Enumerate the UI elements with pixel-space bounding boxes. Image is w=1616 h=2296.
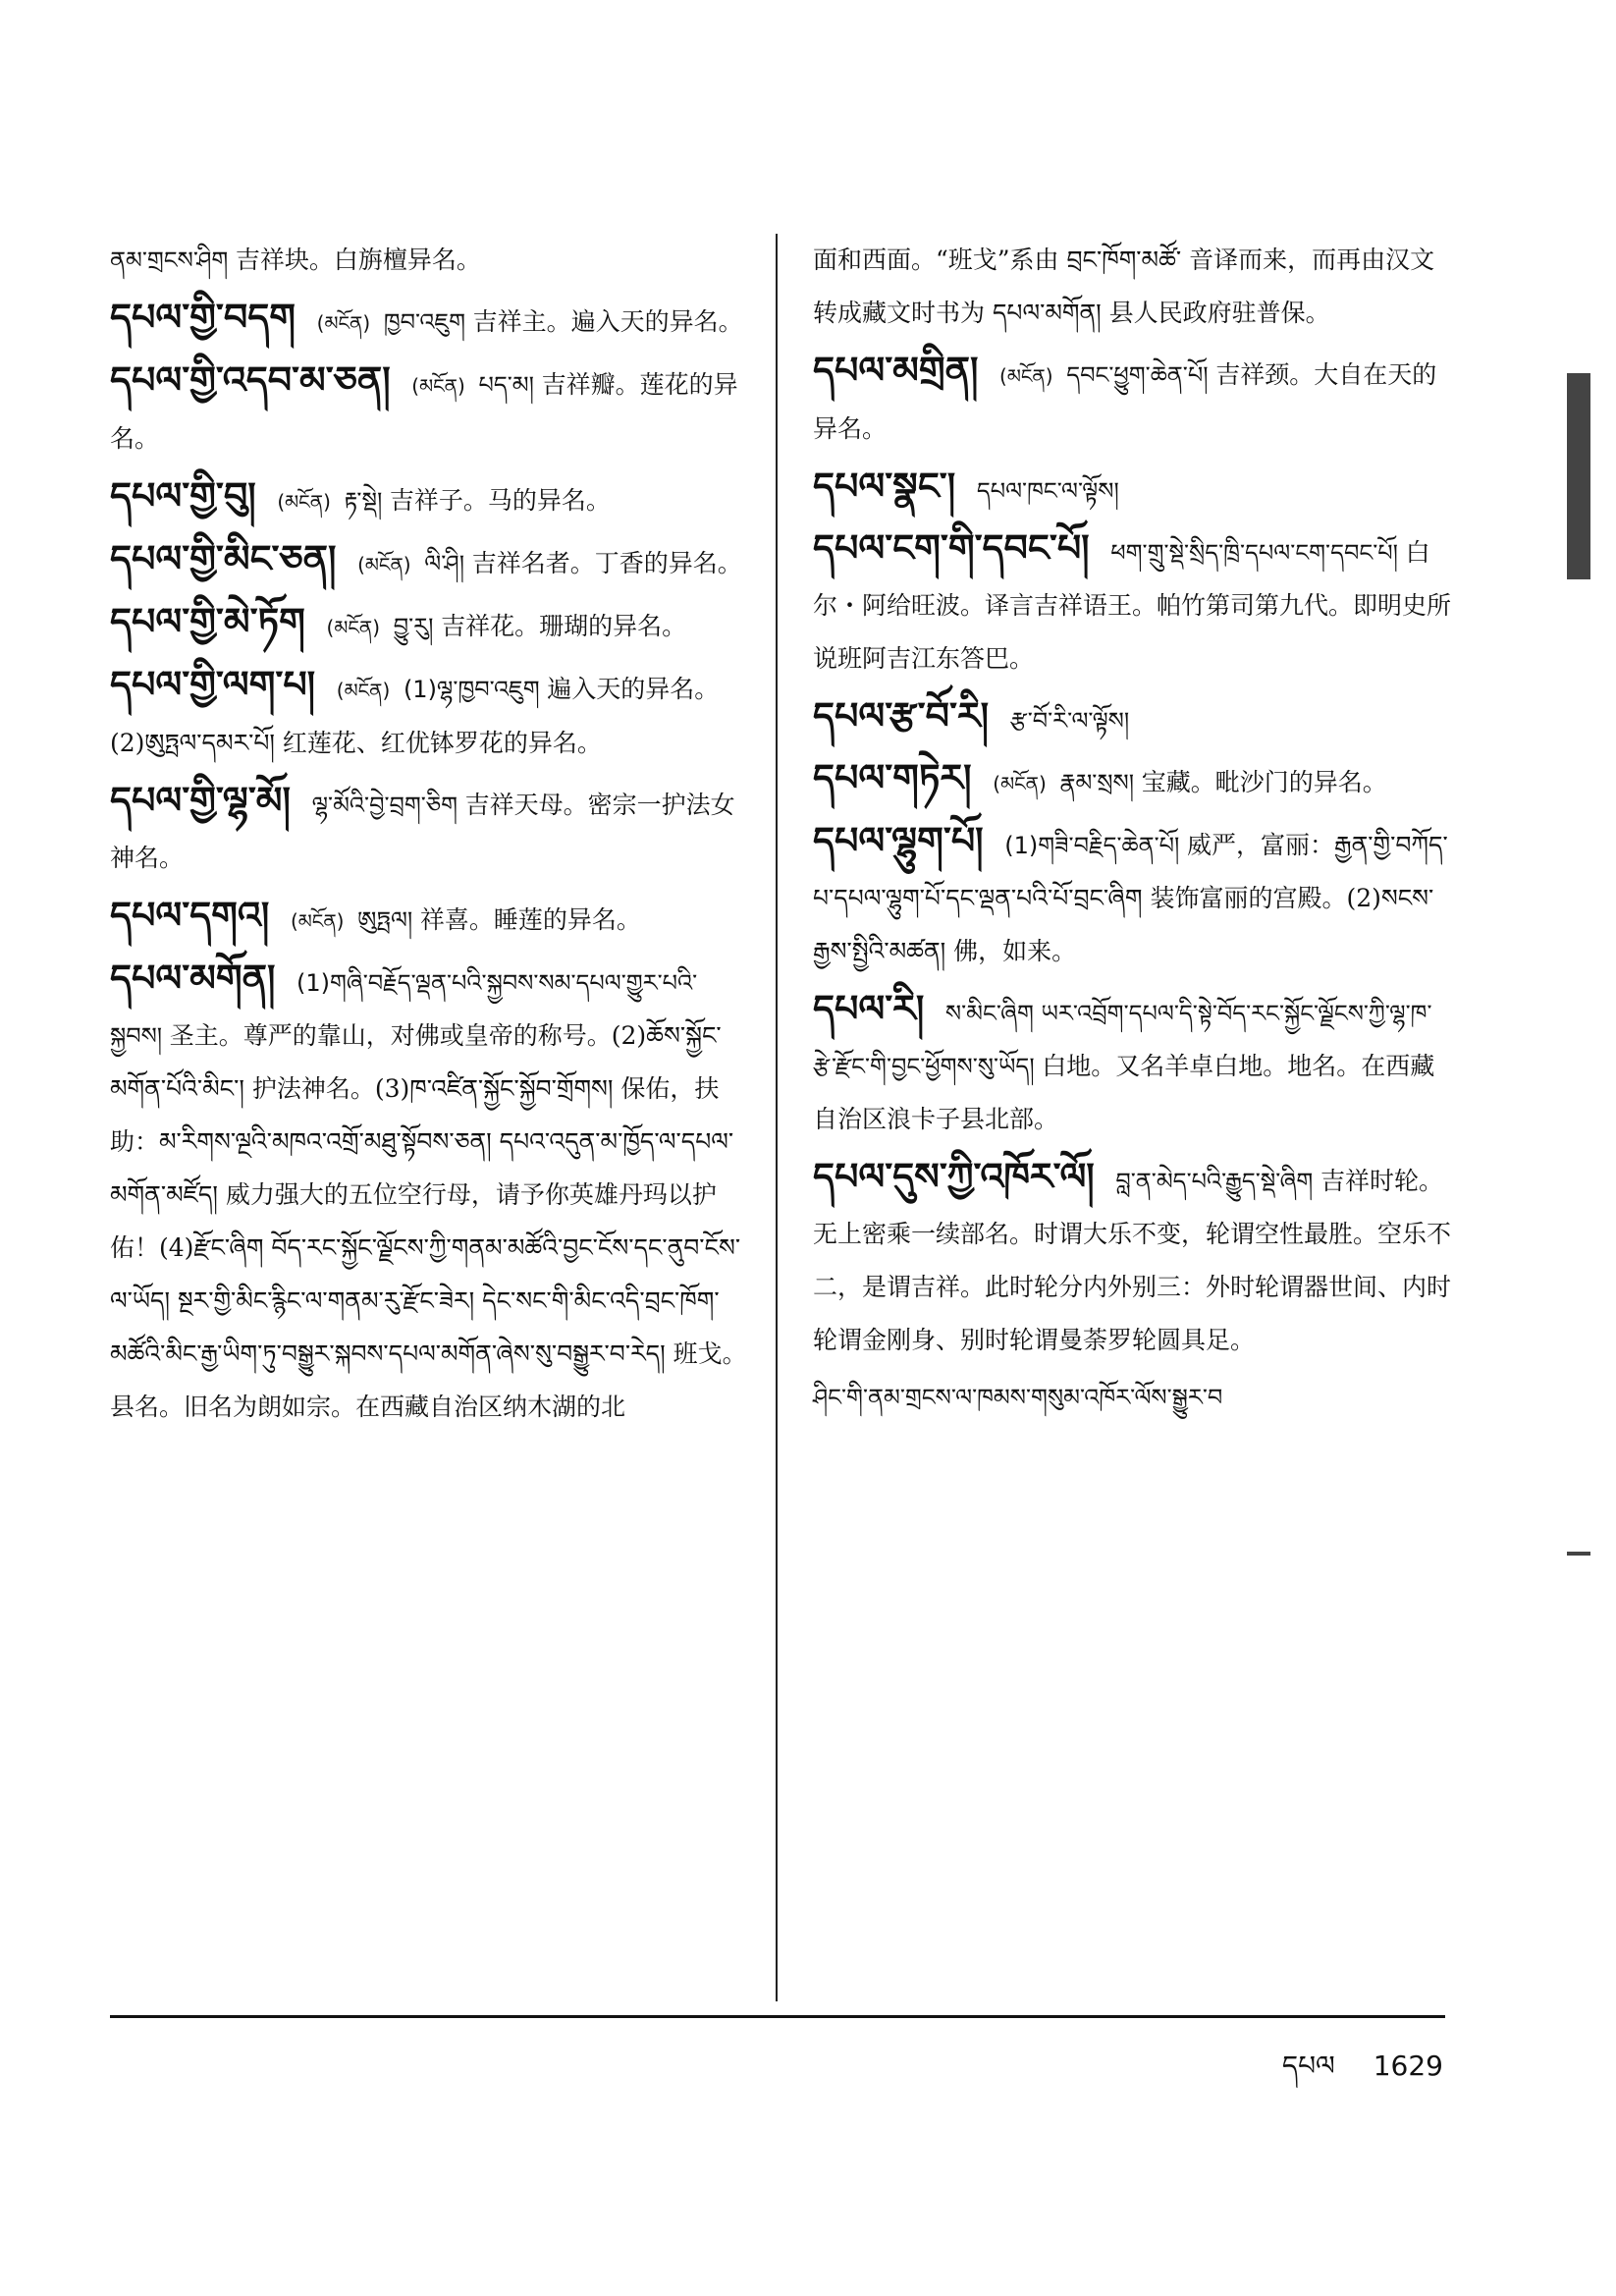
entry xyxy=(813,344,1451,456)
footer-headword: དཔལ xyxy=(1281,2050,1335,2082)
entry-tibetan: ལི་ཤི། xyxy=(424,550,465,577)
entry xyxy=(110,291,748,350)
entry-chinese: 吉祥花。珊瑚的异名。 xyxy=(441,612,687,640)
page-number: 1629 xyxy=(1373,2050,1443,2082)
entry-chinese: 吉祥名者。丁香的异名。 xyxy=(471,549,742,577)
entry-chinese: 吉祥块。白旃檀异名。 xyxy=(235,246,481,274)
entry-tag: (མངོན) xyxy=(993,772,1047,795)
entry xyxy=(110,354,748,465)
entry-tag: (མངོན) xyxy=(336,679,391,702)
entry xyxy=(813,751,1451,810)
entry-chinese: 吉祥子。马的异名。 xyxy=(389,486,611,515)
entry-headword: དཔལ་གྱི་མིང་ཅན། xyxy=(110,537,337,580)
entry xyxy=(813,1150,1451,1367)
entry-tibetan: (1)གཟི་བརྗིད་ཆེན་པོ། xyxy=(1004,832,1180,859)
entry xyxy=(110,952,748,1434)
entry-tibetan: ཤིང་གི་ནམ་གྲངས་ལ་ཁམས་གསུམ་འཁོར་ལོས་སྒྱུར་བ xyxy=(813,1384,1223,1411)
entry xyxy=(813,982,1451,1146)
entry-chinese: 吉祥天母。密宗一护法女神名。 xyxy=(110,791,735,872)
entry xyxy=(110,774,748,885)
entry xyxy=(110,889,748,948)
entry xyxy=(813,521,1451,685)
entry-tibetan: ཨུཏྤལ། xyxy=(357,906,413,934)
entry-headword: དཔལ་གྱི་བུ། xyxy=(110,474,256,518)
margin-bar xyxy=(1567,373,1590,579)
scan-margin-marks xyxy=(1567,59,1596,2219)
left-column xyxy=(110,234,748,1438)
entry-chinese: 遍入天的异名。(2)ཨུཏྤལ་དམར་པོ། 红莲花、红优钵罗花的异名。 xyxy=(110,675,720,757)
entry-tibetan: ཁྱབ་འཇུག xyxy=(383,308,465,336)
entry-headword: དཔལ་གྱི་ལྷ་མོ། xyxy=(110,779,291,822)
entry-tibetan: རྟ་སྡེ། xyxy=(344,487,383,515)
entry-headword: དཔལ་ལྷུག་པོ། xyxy=(813,819,984,862)
entry-tibetan: ལྷ་མོའི་བྱེ་བྲག་ཅིག xyxy=(311,792,458,819)
entry-headword: དཔལ་མགོན། xyxy=(110,957,276,1000)
footer-rule xyxy=(110,2015,1445,2018)
entry-headword: དཔལ་གྱི་འདབ་མ་ཅན། xyxy=(110,358,391,402)
entry-tibetan: ས་མིང་ཞིག ཡར་འབྲོག་དཔལ་དི་སྟེ་བོད་རང་སྐྱོང་ལྗོངས་ཀྱི་ལྷ་ཁ་རྩེ་རྫོང་གི་བྱང་ཕྱོགས་སུ་ཡོད། xyxy=(813,1000,1432,1080)
entry-headword: དཔལ་མགྲིན། xyxy=(813,349,979,392)
entry-headword: དཔལ་དུས་ཀྱི་འཁོར་ལོ། xyxy=(813,1155,1095,1198)
entry-headword: དཔལ་གྱི་བདག xyxy=(110,296,296,339)
entry-chinese: 祥喜。睡莲的异名。 xyxy=(419,905,641,934)
entry-tibetan: རྩ་བོ་རི་ལ་ལྟོས། xyxy=(1009,707,1130,735)
entry-tibetan: བྱུ་རུ། xyxy=(393,613,434,640)
entry-headword: དཔལ་གྱི་ལག་པ། xyxy=(110,663,316,706)
entry-tibetan: ནམ་གྲངས་ཤིག xyxy=(110,246,229,274)
entry-tag: (མངོན) xyxy=(277,490,331,514)
entry-tibetan: དབང་ཕྱུག་ཆེན་པོ། xyxy=(1066,361,1209,389)
entry-tibetan: བླ་ན་མེད་པའི་རྒྱུད་སྡེ་ཞིག xyxy=(1115,1168,1314,1195)
entry xyxy=(110,658,748,770)
entry xyxy=(813,234,1451,340)
right-column xyxy=(813,234,1451,1428)
entry-tag: (མངོན) xyxy=(290,909,345,933)
entry-tag: (མངོན) xyxy=(999,364,1053,388)
entry-tag: (མངོན) xyxy=(326,616,381,639)
entry-headword: དཔལ་དགའ། xyxy=(110,894,270,937)
entry xyxy=(110,234,748,287)
entry-tag: (མངོན) xyxy=(411,374,465,398)
entry xyxy=(813,689,1451,747)
entry-tag: (མངོན) xyxy=(316,311,371,335)
entry-headword: དཔལ་གཏེར། xyxy=(813,756,972,799)
entry xyxy=(813,460,1451,518)
entry-chinese: 宝藏。毗沙门的异名。 xyxy=(1141,768,1387,796)
entry-chinese: 白尔・阿给旺波。译言吉祥语王。帕竹第司第九代。即明史所说班阿吉江东答巴。 xyxy=(813,538,1452,673)
entry xyxy=(813,1371,1451,1424)
margin-bar xyxy=(1567,1552,1590,1556)
entry-headword: དཔལ་རྩ་བོ་རི། xyxy=(813,694,990,738)
entry-headword: དཔལ་སྣང་། xyxy=(813,465,956,508)
entry xyxy=(110,532,748,591)
entry-tibetan: རྣམ་སྲས། xyxy=(1059,769,1135,796)
entry-chinese: 白地。又名羊卓白地。地名。在西藏自治区浪卡子县北部。 xyxy=(813,1052,1435,1133)
page-footer xyxy=(1282,2035,1443,2112)
column-divider xyxy=(776,234,778,2001)
entry xyxy=(110,595,748,654)
entry-tag: (མངོན) xyxy=(357,553,411,576)
entry-chinese: 吉祥瓣。莲花的异名。 xyxy=(110,370,738,453)
entry-tibetan: (1)ལྷ་ཁྱབ་འཇུག xyxy=(403,676,540,703)
entry-tibetan: ཕག་གྲུ་སྡེ་སྲིད་ཁྲི་དཔལ་ངག་དབང་པོ། xyxy=(1110,539,1398,567)
entry xyxy=(110,469,748,528)
entry-chinese: 威严，富丽：རྒྱན་གྱི་བཀོད་པ་དཔལ་ལྷུག་པོ་དང་ལྡན་པའི་པོ་བྲང་ཞིག 装饰富丽的宫殿。(2)སངས་རྒྱས་སྤྱིའི་མཚན། 佛，如来。 xyxy=(813,831,1448,965)
entry-headword: དཔལ་རི། xyxy=(813,987,925,1030)
entry-chinese: 吉祥时轮。无上密乘一续部名。时谓大乐不变，轮谓空性最胜。空乐不二，是谓吉祥。此时轮分内外别三：外时轮谓器世间、内时轮谓金刚身、别时轮谓曼荼罗轮圆具足。 xyxy=(813,1167,1452,1354)
entry-chinese: 吉祥颈。大自在天的异名。 xyxy=(813,360,1437,443)
entry-chinese: 面和西面。“班戈”系由 བྲང་ཁོག་མཚོ་ 音译而来，而再由汉文转成藏文时书为 དཔལ་མགོན། 县人民政府驻普保。 xyxy=(813,246,1435,327)
entry-headword: དཔལ་གྱི་མེ་ཏོག xyxy=(110,600,305,643)
entry xyxy=(813,814,1451,978)
entry-tibetan: དཔལ་ཁང་ལ་ལྟོས། xyxy=(976,477,1119,505)
entry-headword: དཔལ་ངག་གི་དབང་པོ། xyxy=(813,526,1090,570)
entry-tibetan: པད་མ། xyxy=(478,371,534,399)
entry-tibetan: (1)གཞི་བརྗོད་ལྡན་པའི་སྐྱབས་སམ་དཔལ་གྱུར་པའི་སྐྱབས། xyxy=(110,969,698,1050)
entry-chinese: 圣主。尊严的靠山，对佛或皇帝的称号。(2)ཆོས་སྐྱོང་མགོན་པོའི་མིང་། 护法神名。(3)ཁ་འཛིན་སྐྱོང་སྐྱོབ་གྲོགས། 保佑，扶助：མ་རིགས་ལྔའི་མཁའ་འགྲོ་མཐུ་སྟོབས་ཅན། དཔའ་འདུན་མ་ཁྱོད་ལ་དཔལ་མགོན་མཛོད། 威力强大的五位空行母，请予你英雄丹玛以护佑！(4)རྫོང་ཞིག བོད་རང་སྐྱོང་ལྗོངས་ཀྱི་གནམ་མཚོའི་བྱང་ངོས་དང་ནུབ་ངོས་ལ་ཡོད། སྔར་གྱི་མིང་རྙིང་ལ་གནམ་རུ་རྫོང་ཟེར། དེང་སང་གི་མིང་འདི་བྲང་ཁོག་མཚོའི་མིང་རྒྱ་ཡིག་ཏུ་བསྒྱུར་སྐབས་དཔལ་མགོན་ཞེས་སུ་བསྒྱུར་བ་རེད། 班戈。县名。旧名为朗如宗。在西藏自治区纳木湖的北 xyxy=(110,1021,747,1421)
entry-chinese: 吉祥主。遍入天的异名。 xyxy=(472,307,743,336)
